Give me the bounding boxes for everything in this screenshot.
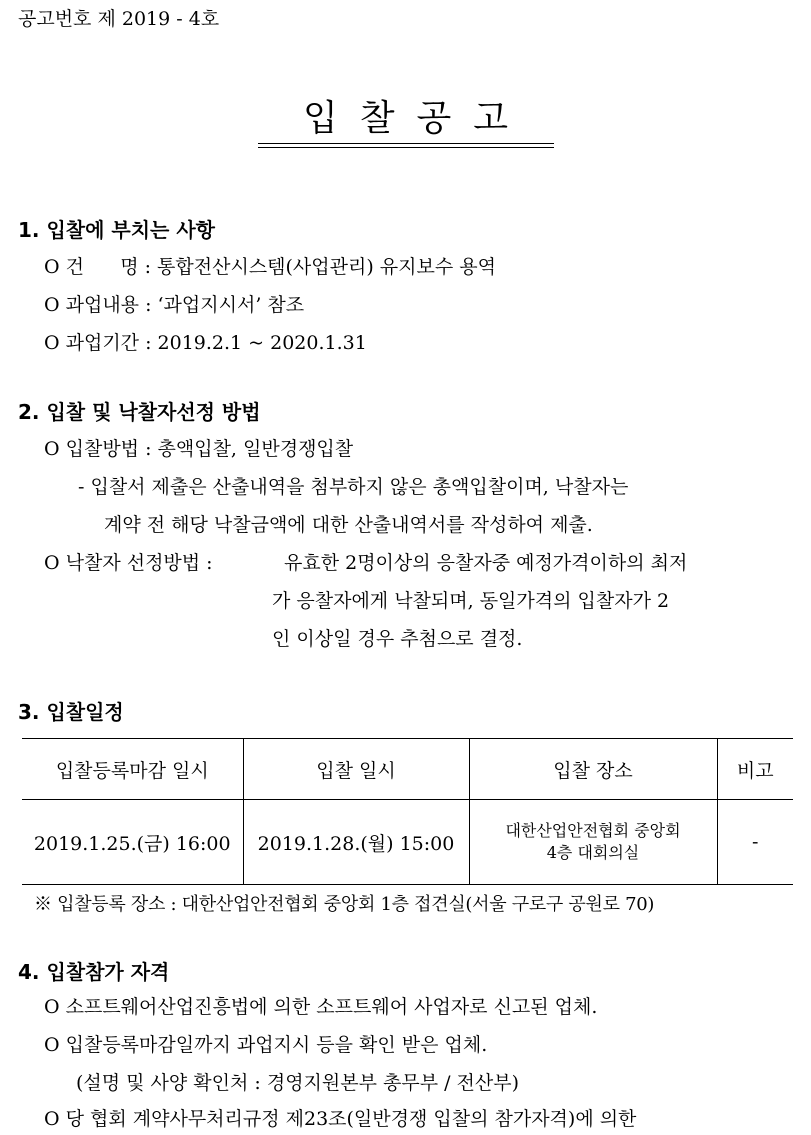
section-1-item-period: O 과업기간 : 2019.2.1 ~ 2020.1.31	[44, 332, 367, 354]
page-title: 입찰공고	[302, 98, 531, 139]
schedule-table	[22, 738, 793, 885]
section-2-method-note-line2: 계약 전 해당 낙찰금액에 대한 산출내역서를 작성하여 제출.	[104, 514, 593, 536]
header-remarks: 비고	[717, 739, 793, 800]
section-2-selection-line2: 가 응찰자에게 낙찰되며, 동일가격의 입찰자가 2	[272, 590, 670, 612]
section-4-item-confirmed: O 입찰등록마감일까지 과업지시 등을 확인 받은 업체.	[44, 1034, 488, 1056]
section-2-item-selection-label: O 낙찰자 선정방법 :	[44, 552, 213, 574]
section-1-item-name: O 건 명 : 통합전산시스템(사업관리) 유지보수 용역	[44, 256, 496, 278]
bid-place-line2: 4층 대회의실	[546, 843, 640, 862]
cell-bid-date: 2019.1.28.(월) 15:00	[243, 800, 469, 885]
cell-bid-place	[469, 800, 717, 885]
cell-remarks: -	[717, 800, 793, 885]
section-1-item-scope: O 과업내용 : ‘과업지시서’ 참조	[44, 294, 305, 316]
title-underline	[258, 143, 554, 144]
schedule-header-row	[22, 739, 793, 800]
section-4-heading: 4. 입찰참가 자격	[18, 960, 170, 984]
section-3-heading: 3. 입찰일정	[18, 700, 124, 724]
section-2-heading: 2. 입찰 및 낙찰자선정 방법	[18, 400, 261, 424]
section-4-contact-note: (설명 및 사양 확인처 : 경영지원본부 총무부 / 전산부)	[76, 1072, 520, 1094]
notice-number: 공고번호 제 2019 - 4호	[18, 8, 220, 30]
cell-registration-deadline: 2019.1.25.(금) 16:00	[22, 800, 243, 885]
section-2-selection-line1: 유효한 2명이상의 응찰자중 예정가격이하의 최저	[284, 552, 688, 574]
registration-place-note: ※ 입찰등록 장소 : 대한산업안전협회 중앙회 1층 접견실(서울 구로구 공원로 70)	[34, 894, 655, 915]
table-row	[22, 800, 793, 885]
section-1-heading: 1. 입찰에 부치는 사항	[18, 218, 215, 242]
header-bid-date: 입찰 일시	[243, 739, 469, 800]
section-2-item-method: O 입찰방법 : 총액입찰, 일반경쟁입찰	[44, 438, 354, 460]
header-bid-place: 입찰 장소	[469, 739, 717, 800]
bid-place-line1: 대한산업안전협회 중앙회	[505, 821, 681, 840]
section-2-method-note-line1: - 입찰서 제출은 산출내역을 첨부하지 않은 총액입찰이며, 낙찰자는	[78, 476, 629, 498]
section-4-item-regulation: O 당 협회 계약사무처리규정 제23조(일반경쟁 입찰의 참가자격)에 의한	[44, 1108, 637, 1130]
section-4-item-software: O 소프트웨어산업진흥법에 의한 소프트웨어 사업자로 신고된 업체.	[44, 996, 598, 1018]
header-registration-deadline: 입찰등록마감 일시	[22, 739, 243, 800]
section-2-selection-line3: 인 이상일 경우 추첨으로 결정.	[272, 628, 523, 650]
title-underline-double	[258, 147, 554, 148]
